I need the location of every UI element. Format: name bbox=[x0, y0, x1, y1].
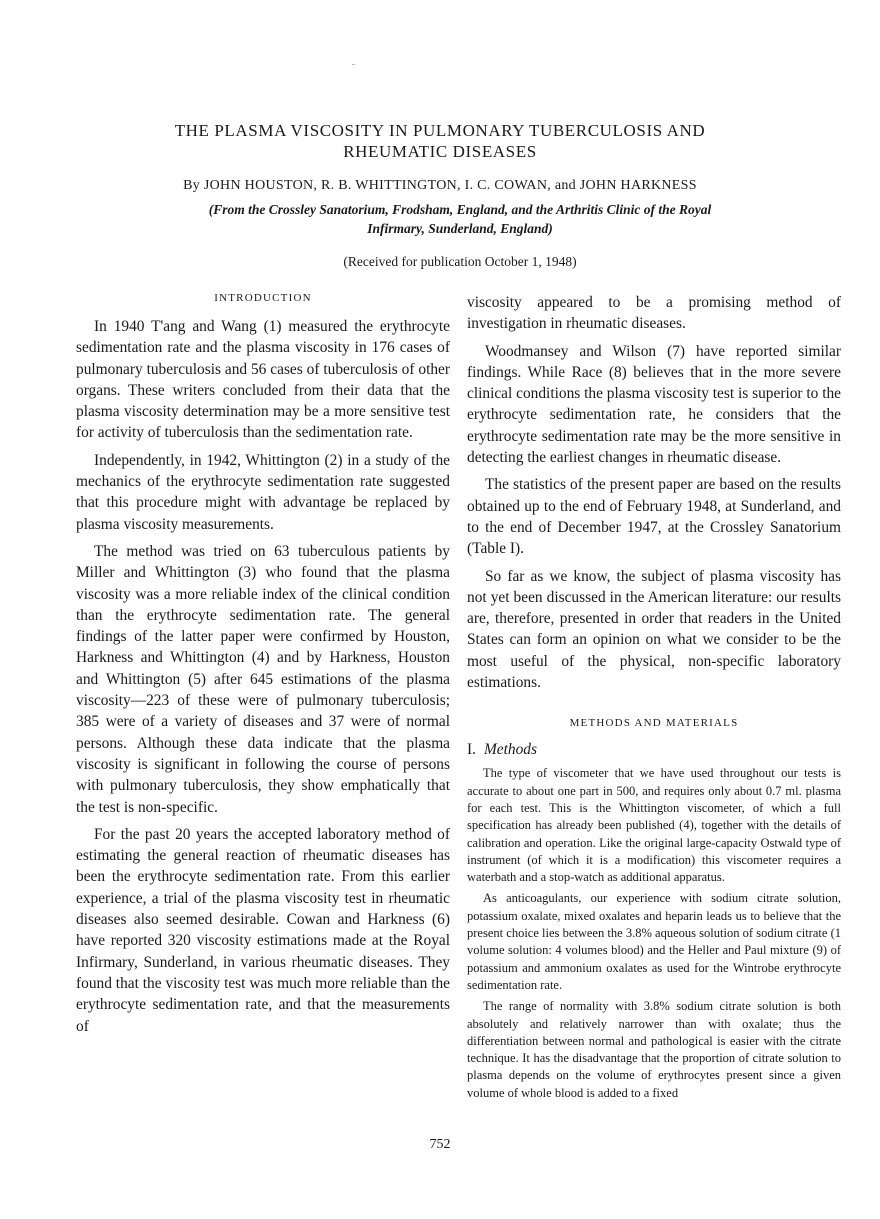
methods-heading: METHODS AND MATERIALS bbox=[569, 717, 739, 730]
article-title bbox=[100, 120, 780, 162]
title-line-1: THE PLASMA VISCOSITY IN PULMONARY TUBERCULOSIS AND bbox=[174, 121, 706, 140]
intro-paragraph-2: Independently, in 1942, Whittington (2) in a study of the mechanics of the erythrocyte sedimentation rate suggested that this procedure might with advantage be replaced by plasma viscosity measurements. bbox=[76, 451, 450, 533]
intro-paragraph-3: The method was tried on 63 tuberculous patients by Miller and Whittington (3) who found that the plasma viscosity was a more reliable index of the clinical condition than the erythrocyte sedimentation rate. The general findings of the latter paper were confirmed by Houston, Harkness and Whittington (4) and by Harkness, Houston and Whittington (5) after 645 estimations of the plasma viscosity—223 of these were of pulmonary tuberculosis; 385 were of a variety of diseases and 37 were of normal persons. Although these data indicate that the plasma viscosity is significant in following the course of persons with pulmonary tuberculosis, they show emphatically that the test is non-specific. bbox=[76, 542, 450, 816]
intro-paragraph-6: The statistics of the present paper are based on the results obtained up to the end of February 1948, at Sunderland, and to the end of December 1947, at the Crossley Sanatorium (Table I). bbox=[467, 476, 841, 558]
methods-paragraph-2: As anticoagulants, our experience with sodium citrate solution, potassium oxalate, mixed oxalates and heparin leads us to believe that the present choice lies between the 3.8% aqueous solution of sodium citrate (1 volume solution: 4 volumes blood) and the Heller and Paul mixture (9) of potassium and ammonium oxalates as used for the Wintrobe erythrocyte sedimentation rate. bbox=[467, 891, 841, 992]
title-line-2: RHEUMATIC DISEASES bbox=[343, 142, 537, 161]
affiliation bbox=[150, 200, 770, 238]
methods-paragraph-3: The range of normality with 3.8% sodium citrate solution is both absolutely and relatively narrower than with oxalate; thus the differentiation between normal and pathological is easier with the citrate technique. It has the disadvantage that the proportion of citrate solution to plasma depends on the volume of erythrocytes present since a given volume of whole blood is added to a fixed bbox=[467, 999, 841, 1100]
methods-paragraph-1: The type of viscometer that we have used throughout our tests is accurate to about one part in 500, and requires only about 0.7 ml. plasma for each test. This is the Whittington viscometer, of which a full specification has already been published (4), together with the details of calibration and operation. Like the original large-capacity Ostwald type of instrument (of which it is a modification) this viscometer requires a waterbath and a stop-watch as additional apparatus. bbox=[467, 766, 841, 885]
intro-paragraph-4: For the past 20 years the accepted laboratory method of estimating the general reaction of rheumatic diseases has been the erythrocyte sedimentation rate. From this earlier experience, a trial of the plasma viscosity test in rheumatic diseases also seemed desirable. Cowan and Harkness (6) have reported 320 viscosity estimations made at the Royal Infirmary, Sunderland, in various rheumatic diseases. They found that the viscosity test was much more reliable than the erythrocyte sedimentation rate, and that the measurements of bbox=[76, 825, 450, 1035]
received-date: (Received for publication October 1, 1948) bbox=[343, 254, 577, 269]
right-column bbox=[467, 292, 841, 1106]
print-speck bbox=[352, 64, 355, 65]
introduction-heading: INTRODUCTION bbox=[214, 292, 312, 304]
subsection-title: Methods bbox=[483, 741, 537, 759]
subsection-number: I. bbox=[467, 741, 476, 759]
affiliation-line-1: (From the Crossley Sanatorium, Frodsham, England, and the Arthritis Clinic of the Royal bbox=[208, 202, 712, 217]
methods-subheading bbox=[467, 741, 841, 759]
intro-paragraph-5: Woodmansey and Wilson (7) have reported similar findings. While Race (8) believes that in the more severe clinical conditions the plasma viscosity test is superior to the erythrocyte sedimentation rate, he considers that the erythrocyte sedimentation rate may be the more sensitive in detecting the earliest changes in rheumatic disease. bbox=[467, 342, 842, 467]
intro-paragraph-7: So far as we know, the subject of plasma viscosity has not yet been discussed in the American literature: our results are, therefore, presented in order that readers in the United States can form an opinion on what we consider to be the most useful of the physical, non-specific laboratory estimations. bbox=[467, 567, 841, 692]
intro-paragraph-4-continued: viscosity appeared to be a promising method of investigation in rheumatic diseases. bbox=[467, 294, 841, 333]
left-column bbox=[76, 292, 450, 1043]
affiliation-line-2: Infirmary, Sunderland, England) bbox=[367, 221, 553, 236]
intro-paragraph-1: In 1940 T'ang and Wang (1) measured the erythrocyte sedimentation rate and the plasma viscosity in 176 cases of pulmonary tuberculosis and 56 cases of tuberculosis of other organs. These writers concluded from their data that the plasma viscosity determination may be a more sensitive test for activity of tuberculosis than the sedimentation rate. bbox=[76, 318, 450, 442]
page-number: 752 bbox=[429, 1137, 451, 1152]
author-byline: By JOHN HOUSTON, R. B. WHITTINGTON, I. C. COWAN, and JOHN HARKNESS bbox=[183, 178, 697, 193]
